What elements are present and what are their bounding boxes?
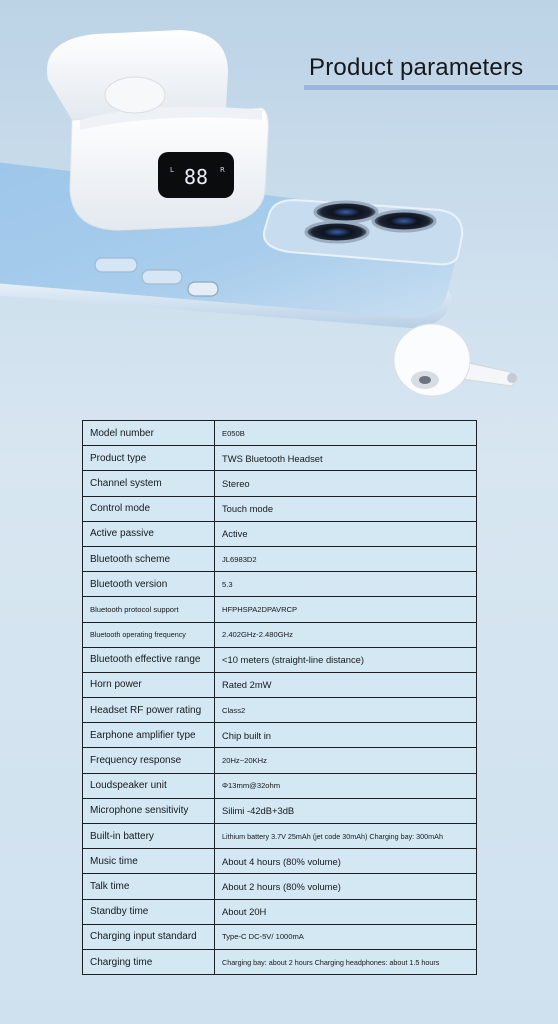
spec-label: Charging input standard [83,924,215,949]
spec-row [83,672,477,697]
spec-row [83,723,477,748]
spec-label: Control mode [83,496,215,521]
spec-row [83,597,477,622]
spec-value: About 2 hours (80% volume) [215,874,477,899]
spec-label: Headset RF power rating [83,698,215,723]
spec-label: Bluetooth operating frequency [83,622,215,647]
svg-text:L: L [170,166,174,174]
spec-value: Chip built in [215,723,477,748]
spec-row [83,698,477,723]
spec-value: 2.402GHz-2.480GHz [215,622,477,647]
spec-value: About 4 hours (80% volume) [215,849,477,874]
spec-value: Φ13mm@32ohm [215,773,477,798]
spec-value: HFPHSPA2DPAVRCP [215,597,477,622]
spec-value: E050B [215,421,477,446]
spec-label: Frequency response [83,748,215,773]
spec-label: Model number [83,421,215,446]
spec-row [83,446,477,471]
spec-label: Music time [83,849,215,874]
title-underline [304,85,558,90]
spec-label: Built-in battery [83,824,215,849]
spec-row [83,748,477,773]
spec-value: 20Hz~20KHz [215,748,477,773]
spec-value: Stereo [215,471,477,496]
spec-label: Earphone amplifier type [83,723,215,748]
spec-value: Type-C DC-5V/ 1000mA [215,924,477,949]
spec-label: Horn power [83,672,215,697]
spec-row [83,622,477,647]
spec-row [83,647,477,672]
spec-label: Active passive [83,521,215,546]
spec-row [83,572,477,597]
spec-value: TWS Bluetooth Headset [215,446,477,471]
spec-label: Bluetooth version [83,572,215,597]
svg-text:R: R [220,166,225,174]
spec-row [83,496,477,521]
display-digits: 88 [183,165,209,189]
spec-row [83,773,477,798]
spec-value: Silimi -42dB+3dB [215,798,477,823]
spec-value: JL6983D2 [215,546,477,571]
spec-value: Class2 [215,698,477,723]
spec-row [83,798,477,823]
spec-row [83,521,477,546]
spec-label: Standby time [83,899,215,924]
page-title: Product parameters [309,54,524,81]
spec-label: Bluetooth effective range [83,647,215,672]
spec-value: Active [215,521,477,546]
spec-row [83,899,477,924]
spec-value: 5.3 [215,572,477,597]
spec-label: Charging time [83,949,215,974]
spec-label: Bluetooth scheme [83,546,215,571]
spec-row [83,421,477,446]
spec-value: <10 meters (straight-line distance) [215,647,477,672]
spec-value: About 20H [215,899,477,924]
spec-label: Channel system [83,471,215,496]
spec-row [83,924,477,949]
spec-label: Talk time [83,874,215,899]
spec-row [83,824,477,849]
spec-label: Microphone sensitivity [83,798,215,823]
spec-row [83,471,477,496]
spec-row [83,849,477,874]
spec-row [83,949,477,974]
spec-label: Loudspeaker unit [83,773,215,798]
spec-table [82,420,477,975]
spec-row [83,546,477,571]
spec-row [83,874,477,899]
spec-value: Lithium battery 3.7V 25mAh (jet code 30mAh) Charging bay: 300mAh [215,824,477,849]
spec-label: Product type [83,446,215,471]
spec-value: Rated 2mW [215,672,477,697]
spec-label: Bluetooth protocol support [83,597,215,622]
spec-value: Charging bay: about 2 hours Charging headphones: about 1.5 hours [215,949,477,974]
spec-value: Touch mode [215,496,477,521]
